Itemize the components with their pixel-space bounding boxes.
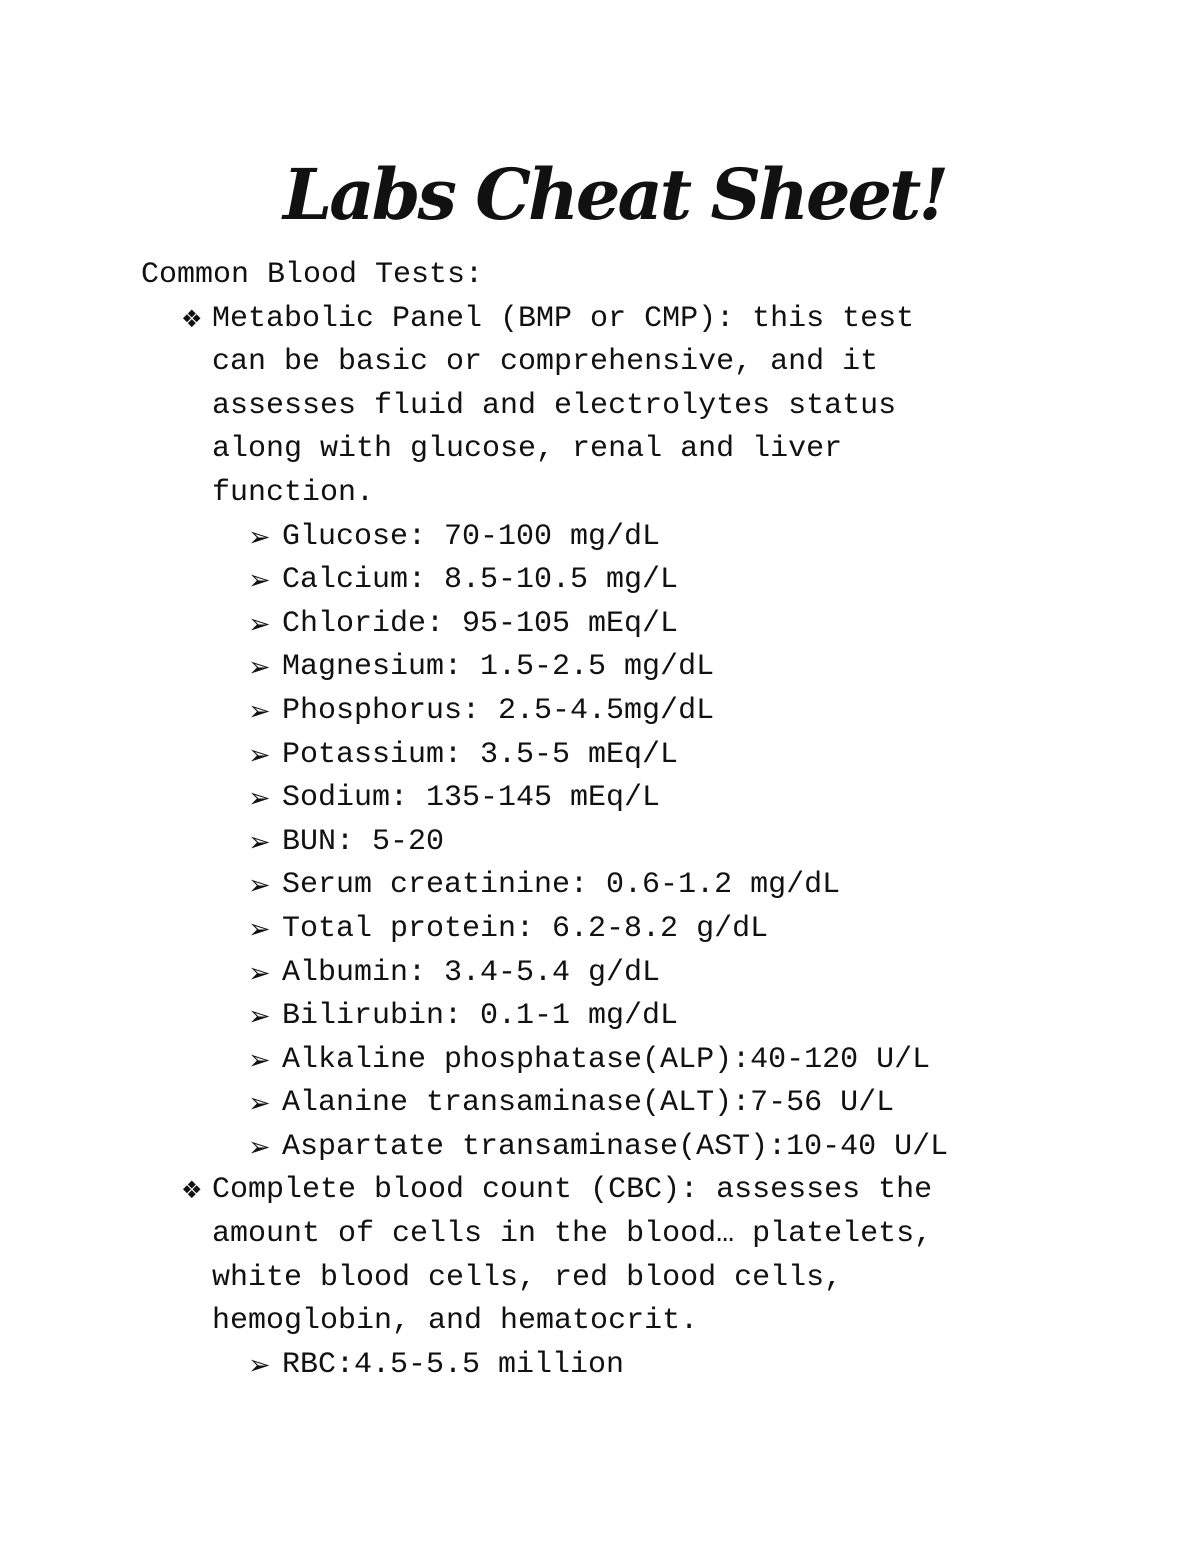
list-item-text: Bilirubin: 0.1-1 mg/dL [282,999,679,1034]
list-item-text: Aspartate transaminase(AST):10-40 U/L [282,1129,949,1164]
list-item [141,559,1171,603]
list-item-text: Serum creatinine: 0.6-1.2 mg/dL [282,868,841,903]
paragraph-line: white blood cells, red blood cells, [212,1260,843,1295]
arrowhead-bullet-icon: ➢ [248,565,271,597]
paragraph-line: hemoglobin, and hematocrit. [212,1304,699,1339]
arrowhead-bullet-icon: ➢ [248,739,271,771]
arrowhead-bullet-icon: ➢ [248,695,271,727]
list-item [141,1344,1171,1388]
metabolic-panel-values-list [141,516,1171,1170]
arrowhead-bullet-icon: ➢ [248,913,271,945]
list-item [141,516,1171,560]
paragraph-line: can be basic or comprehensive, and it [212,345,879,380]
list-item-text: Sodium: 135-145 mEq/L [282,781,661,816]
arrowhead-bullet-icon: ➢ [248,1088,271,1120]
arrowhead-bullet-icon: ➢ [248,1001,271,1033]
list-item [141,995,1171,1039]
paragraph-line: function. [212,475,375,510]
arrowhead-bullet-icon: ➢ [248,1131,271,1163]
list-item-text: Alkaline phosphatase(ALP):40-120 U/L [282,1042,931,1077]
four-diamond-bullet-icon: ❖ [181,304,203,333]
cbc-values-list [141,1344,1171,1388]
list-item [141,734,1171,778]
arrowhead-bullet-icon: ➢ [248,783,271,815]
list-item-text: RBC:4.5-5.5 million [282,1347,625,1382]
list-item-text: Magnesium: 1.5-2.5 mg/dL [282,650,715,685]
list-item [141,821,1171,865]
arrowhead-bullet-icon: ➢ [248,652,271,684]
list-item-text: Glucose: 70-100 mg/dL [282,519,661,554]
list-item-text: Phosphorus: 2.5-4.5mg/dL [282,693,715,728]
paragraph-line: amount of cells in the blood… platelets, [212,1217,933,1252]
paragraph-line: along with glucose, renal and liver [212,432,843,467]
list-item [141,1082,1171,1126]
list-item [141,864,1171,908]
arrowhead-bullet-icon: ➢ [248,826,271,858]
list-item [141,690,1171,734]
arrowhead-bullet-icon: ➢ [248,521,271,553]
arrowhead-bullet-icon: ➢ [248,1349,271,1381]
list-item [141,1126,1171,1170]
list-item-text: Albumin: 3.4-5.4 g/dL [282,955,661,990]
paragraph-line: assesses fluid and electrolytes status [212,388,897,423]
document-body [141,254,1171,1387]
list-item [141,646,1171,690]
list-item-text: Alanine transaminase(ALT):7-56 U/L [282,1086,895,1121]
list-item-text: Total protein: 6.2-8.2 g/dL [282,911,769,946]
list-item [141,952,1171,996]
arrowhead-bullet-icon: ➢ [248,1044,271,1076]
section-heading: Common Blood Tests: [141,258,484,292]
page-title: Labs Cheat Sheet! [283,153,947,236]
paragraph-line: Complete blood count (CBC): assesses the [212,1173,933,1208]
four-diamond-bullet-icon: ❖ [181,1176,203,1205]
list-item [141,908,1171,952]
list-item [141,1039,1171,1083]
arrowhead-bullet-icon: ➢ [248,608,271,640]
list-item [141,603,1171,647]
paragraph-line: Metabolic Panel (BMP or CMP): this test [212,301,915,336]
cbc-section [141,1169,1171,1343]
list-item-text: BUN: 5-20 [282,824,445,859]
metabolic-panel-section [141,298,1171,516]
list-item-text: Potassium: 3.5-5 mEq/L [282,737,679,772]
list-item [141,777,1171,821]
arrowhead-bullet-icon: ➢ [248,870,271,902]
list-item-text: Calcium: 8.5-10.5 mg/L [282,563,679,598]
arrowhead-bullet-icon: ➢ [248,957,271,989]
list-item-text: Chloride: 95-105 mEq/L [282,606,679,641]
